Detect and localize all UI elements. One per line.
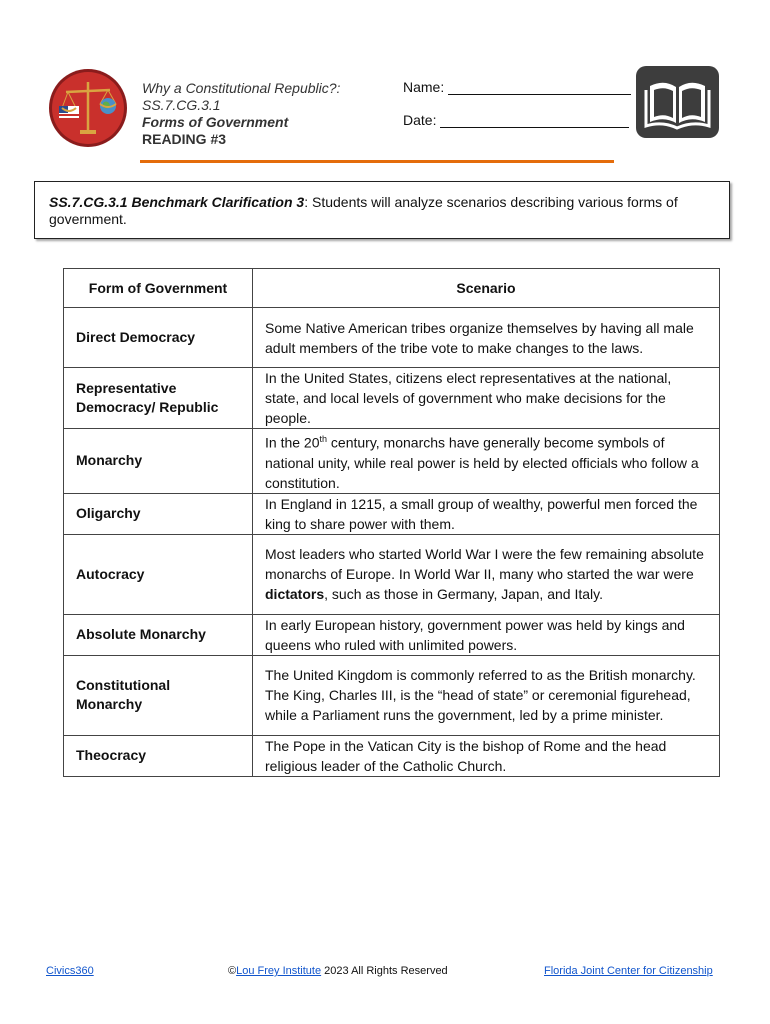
- form-cell: Monarchy: [64, 429, 253, 494]
- form-cell: Theocracy: [64, 735, 253, 776]
- name-label: Name:: [403, 79, 445, 95]
- lou-frey-institute-link[interactable]: Lou Frey Institute: [236, 965, 322, 977]
- footer-right: [544, 965, 713, 977]
- copyright-text: 2023 All Rights Reserved: [321, 965, 448, 977]
- forms-of-government-table: [63, 268, 720, 777]
- column-header-form: Form of Government: [64, 269, 253, 308]
- benchmark-text: : Students will analyze scenarios describing various forms of government.: [49, 194, 678, 227]
- scenario-cell: Some Native American tribes organize themselves by having all male adult members of the tribe vote to make changes to the laws.: [253, 308, 720, 368]
- scenario-text-post: century, monarchs have generally become symbols of national unity, while real power is held by elected officials who follow a constitution.: [265, 434, 699, 491]
- scenario-bold-term: dictators: [265, 586, 325, 603]
- header-titles: [142, 80, 340, 148]
- scenario-superscript: th: [319, 434, 328, 444]
- scenario-cell: [253, 429, 720, 494]
- scenario-text-post: , such as those in Germany, Japan, and Italy.: [324, 586, 603, 603]
- open-book-icon: [636, 66, 719, 138]
- header-line-2: SS.7.CG.3.1: [142, 97, 221, 113]
- footer-center: [228, 965, 448, 977]
- footer-left: [46, 965, 94, 977]
- form-cell: Autocracy: [64, 534, 253, 614]
- table-row: [64, 368, 720, 429]
- table-row: [64, 308, 720, 368]
- header-divider: [140, 160, 614, 163]
- header-line-1: Why a Constitutional Republic?:: [142, 80, 341, 96]
- date-field[interactable]: [403, 112, 629, 128]
- civics360-link[interactable]: Civics360: [46, 965, 94, 977]
- benchmark-code: SS.7.CG.3.1 Benchmark Clarification 3: [49, 194, 305, 210]
- scenario-text-pre: In the 20: [265, 434, 320, 451]
- scenario-cell: [253, 534, 720, 614]
- name-field[interactable]: [403, 79, 631, 95]
- scenario-cell: The United Kingdom is commonly referred to as the British monarchy. The King, Charles III, is the “head of state” or ceremonial figurehead, while a Parliament runs the government, led by a prime minister.: [253, 655, 720, 735]
- date-line[interactable]: [440, 113, 629, 128]
- benchmark-clarification-box: [34, 181, 730, 239]
- scenario-text-pre: Most leaders who started World War I were the few remaining absolute monarchs of Europe. In World War II, many who started the war were: [265, 546, 704, 583]
- table-row: [64, 534, 720, 614]
- header-line-4: READING #3: [142, 131, 227, 147]
- table-row: [64, 493, 720, 534]
- table-row: [64, 429, 720, 494]
- copyright-symbol: ©: [228, 965, 237, 977]
- form-cell: Oligarchy: [64, 493, 253, 534]
- table-row: [64, 655, 720, 735]
- scenario-cell: The Pope in the Vatican City is the bishop of Rome and the head religious leader of the Catholic Church.: [253, 735, 720, 776]
- form-cell: Direct Democracy: [64, 308, 253, 368]
- scenario-cell: In England in 1215, a small group of wealthy, powerful men forced the king to share power with them.: [253, 493, 720, 534]
- table-row: [64, 735, 720, 776]
- scenario-cell: In the United States, citizens elect representatives at the national, state, and local levels of government who make decisions for the people.: [253, 368, 720, 429]
- date-label: Date:: [403, 112, 437, 128]
- scenario-cell: In early European history, government power was held by kings and queens who ruled with unlimited powers.: [253, 614, 720, 655]
- table-header-row: [64, 269, 720, 308]
- column-header-scenario: Scenario: [253, 269, 720, 308]
- name-line[interactable]: [448, 80, 631, 95]
- florida-joint-center-link[interactable]: Florida Joint Center for Citizenship: [544, 965, 713, 977]
- header-line-3: Forms of Government: [142, 114, 289, 130]
- form-cell: Absolute Monarchy: [64, 614, 253, 655]
- table-row: [64, 614, 720, 655]
- form-cell: Representative Democracy/ Republic: [64, 368, 253, 429]
- scales-flag-globe-logo: [48, 68, 128, 148]
- form-cell: Constitutional Monarchy: [64, 655, 253, 735]
